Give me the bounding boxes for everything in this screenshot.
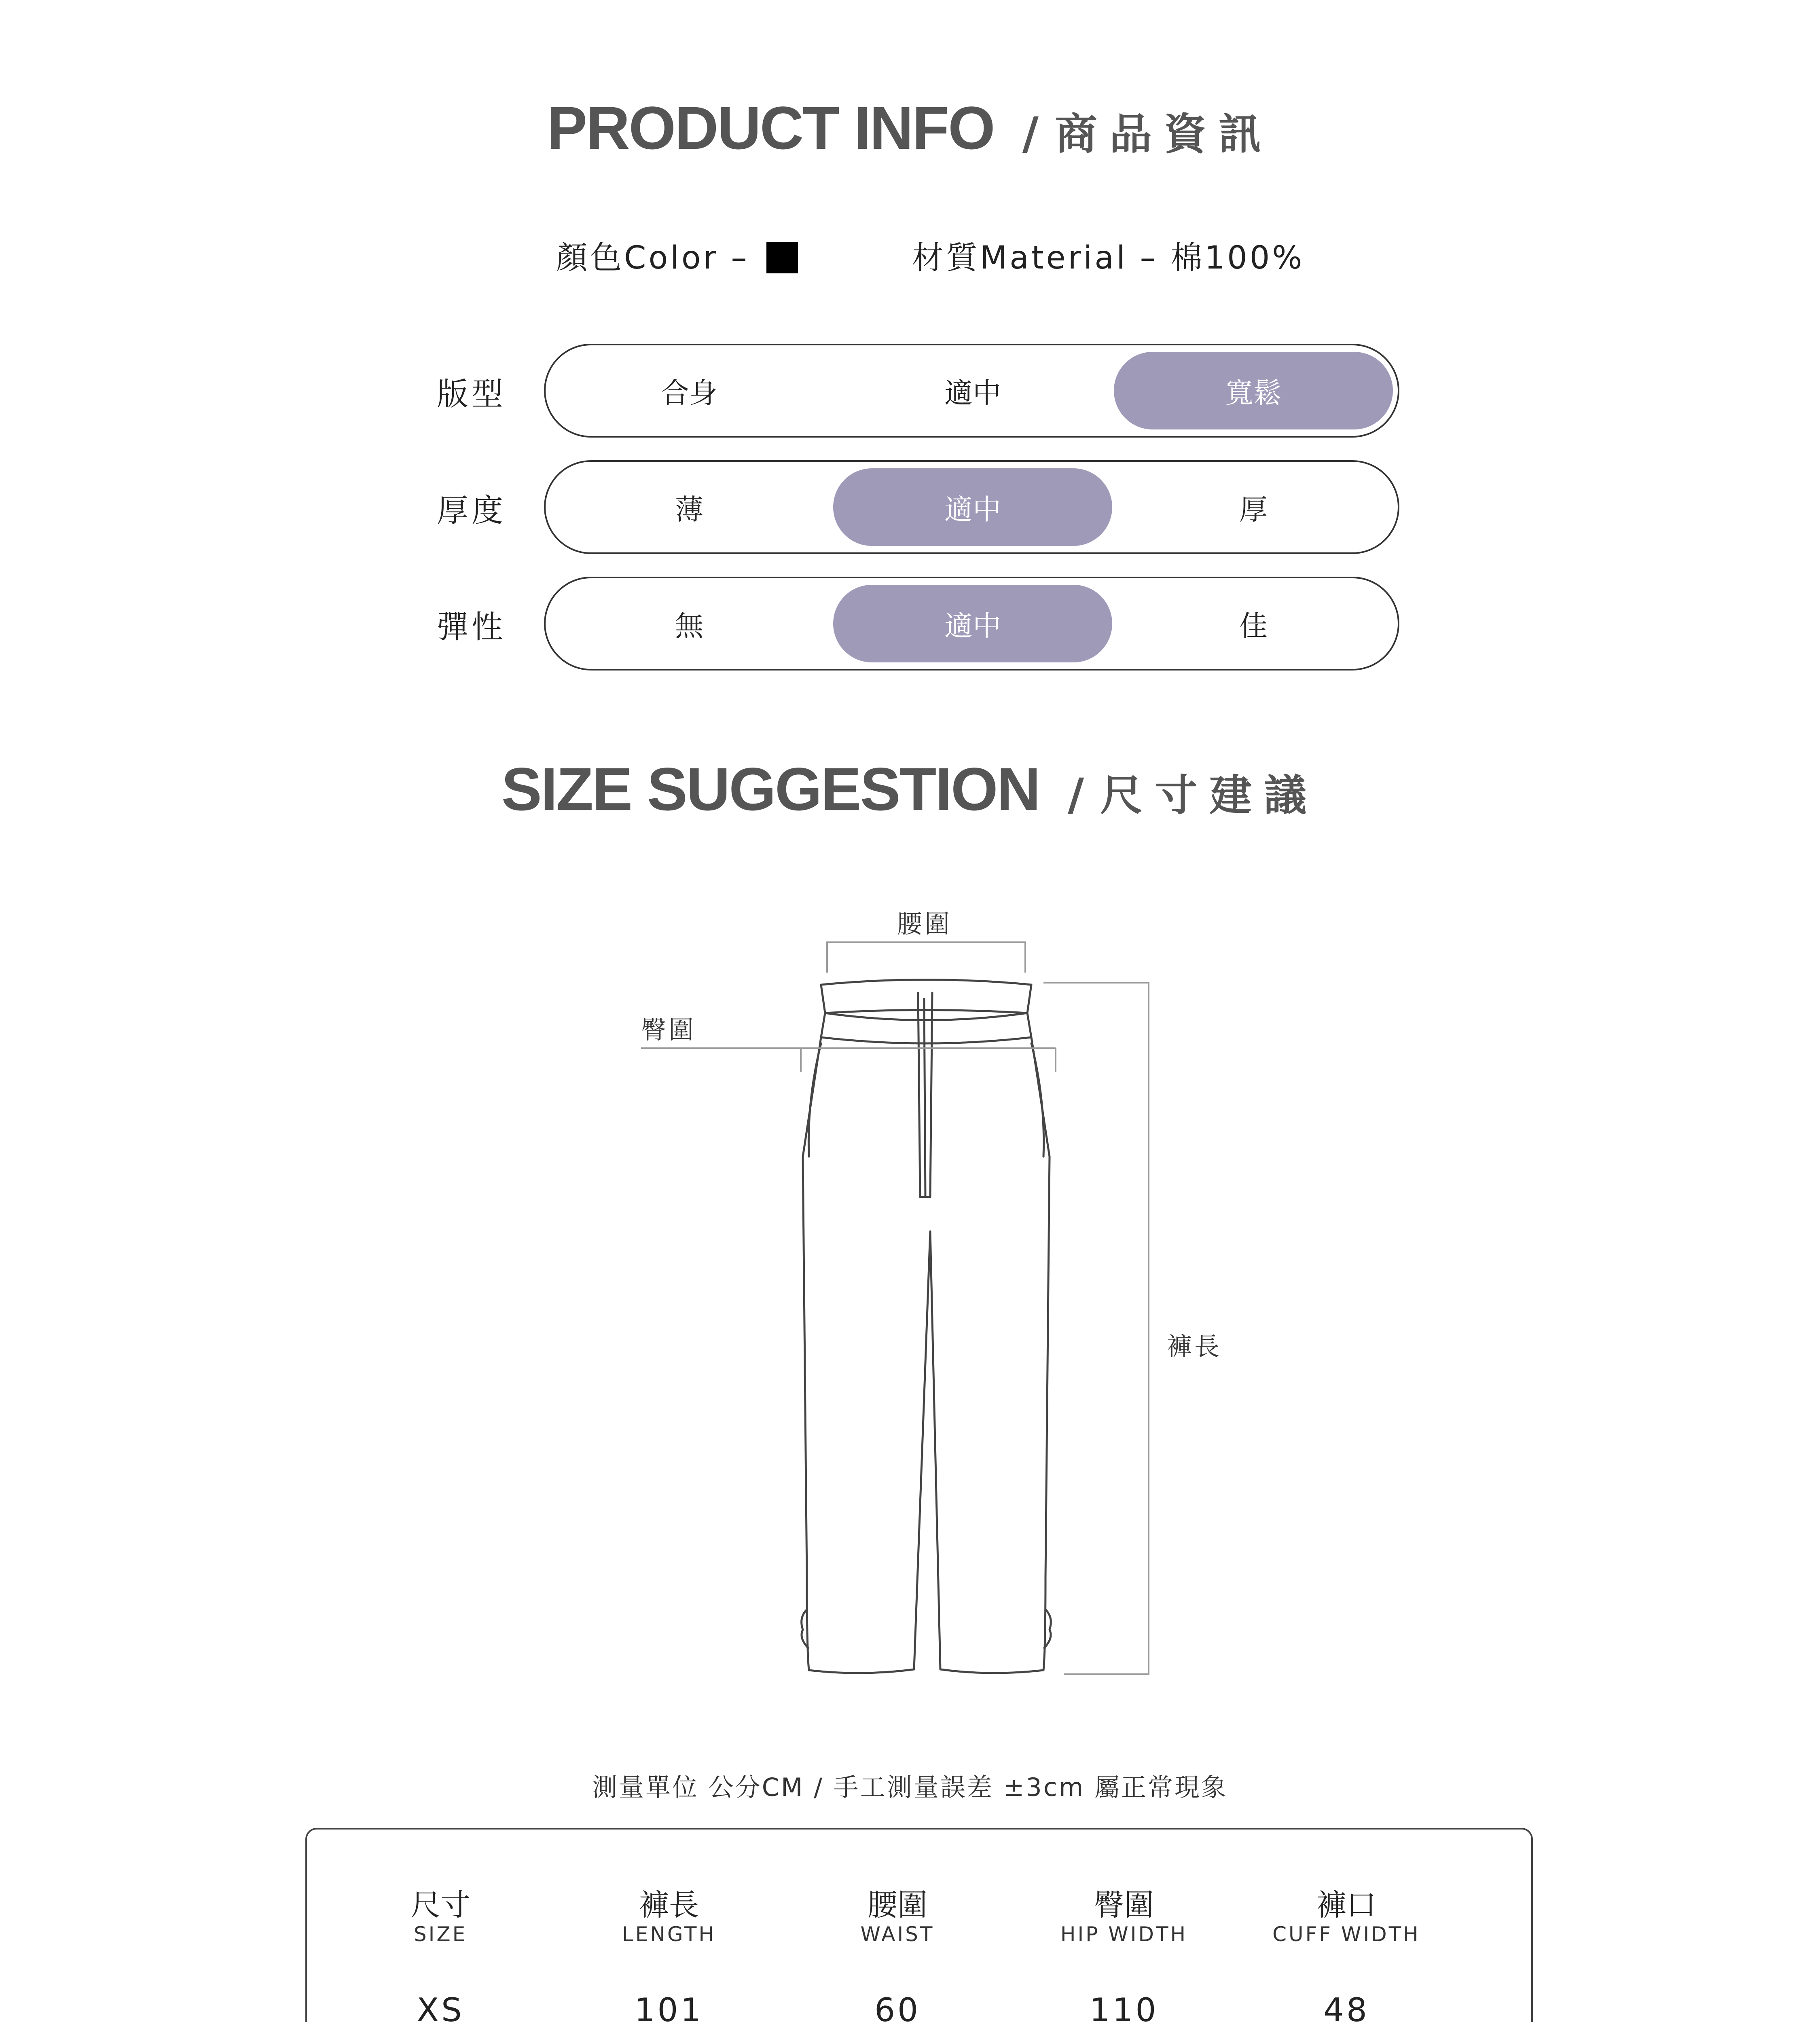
attribute-label: 版型 (437, 376, 507, 412)
stretch-option-2-selected: 適中 (833, 585, 1112, 662)
thickness-option-1: 薄 (675, 493, 703, 526)
color-label: 顏色Color – (556, 240, 749, 276)
cell-cuff: 48 (1323, 1991, 1369, 2022)
cell-length: 101 (634, 1991, 704, 2022)
attribute-label: 彈性 (437, 609, 507, 645)
size-suggestion-title-en: SIZE SUGGESTION (501, 755, 1039, 823)
cell-size: XS (417, 1991, 464, 2022)
size-table (305, 1828, 1533, 2022)
header-waist: 腰圍 (868, 1888, 927, 1923)
waist-label: 腰圍 (897, 909, 952, 939)
header-length: 褲長 (639, 1888, 699, 1923)
product-info-title-en: PRODUCT INFO (547, 94, 994, 162)
thickness-option-2-selected: 適中 (833, 468, 1112, 546)
header-waist-en: WAIST (860, 1923, 935, 1946)
header-hip-en: HIP WIDTH (1060, 1923, 1188, 1946)
header-cuff-en: CUFF WIDTH (1272, 1923, 1420, 1946)
product-info-title-zh: 商品資訊 (1054, 110, 1273, 159)
title-separator: / (1022, 108, 1039, 159)
hip-label: 臀圍 (641, 1015, 696, 1045)
measurement-note: 測量單位 公分CM / 手工測量誤差 ±3cm 屬正常現象 (592, 1772, 1228, 1802)
cell-hip: 110 (1089, 1991, 1159, 2022)
stretch-option-3: 佳 (1239, 609, 1268, 643)
cell-waist: 60 (874, 1991, 921, 2022)
stretch-option-1: 無 (675, 609, 703, 643)
fit-option-2: 適中 (944, 376, 1001, 410)
header-size: 尺寸 (411, 1888, 470, 1923)
fit-option-1: 合身 (661, 376, 717, 410)
length-label: 褲長 (1167, 1332, 1222, 1361)
material-label: 材質Material – 棉100% (912, 240, 1305, 276)
header-cuff: 褲口 (1316, 1888, 1376, 1923)
fit-option-3-selected: 寬鬆 (1114, 352, 1393, 429)
header-size-en: SIZE (413, 1923, 468, 1946)
thickness-option-3: 厚 (1239, 493, 1268, 526)
attribute-label: 厚度 (437, 493, 507, 529)
title-separator: / (1068, 769, 1084, 821)
size-suggestion-title-zh: 尺寸建議 (1100, 771, 1319, 820)
header-hip: 臀圍 (1094, 1888, 1154, 1923)
header-length-en: LENGTH (622, 1923, 716, 1946)
